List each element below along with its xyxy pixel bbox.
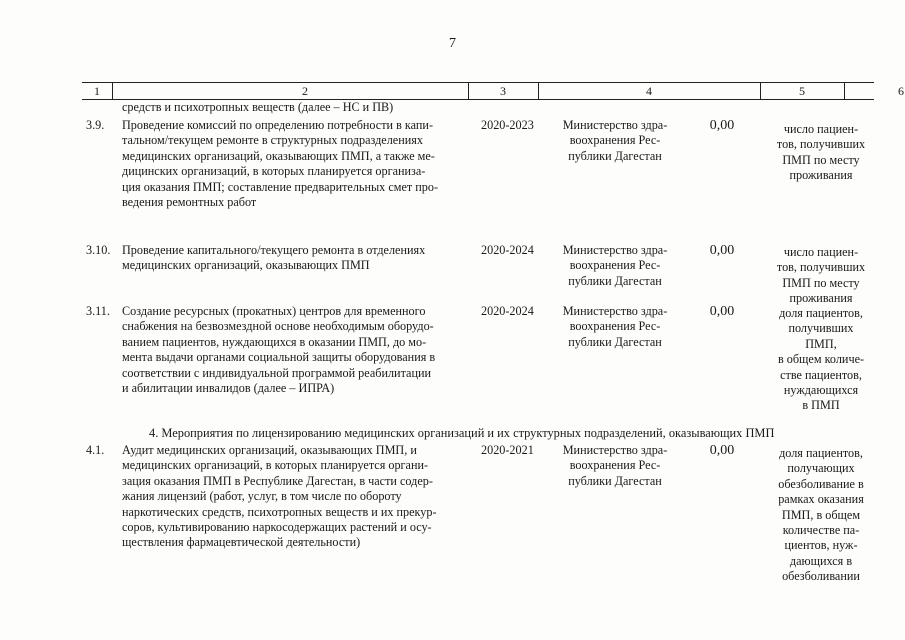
row-amount: 0,00 [709, 443, 735, 458]
row-number: 3.9. [86, 118, 105, 132]
row-period: 2020-2023 [481, 118, 534, 132]
page-number: 7 [449, 36, 456, 51]
row-indicator: доля пациентов, получающих обезболивание в рамках оказания ПМП, в общем количестве па- циентов, нуж- дающихся в обезболивании [778, 446, 864, 584]
section-title: 4. Мероприятия по лицензированию медицинских организаций и их структурных подразделений, оказывающих ПМП [149, 426, 775, 440]
row-executor: Министерство здра- воохранения Рес- публики Дагестан [562, 443, 668, 488]
row-number: 3.10. [86, 243, 111, 257]
row-amount: 0,00 [709, 118, 735, 133]
header-col-5: 5 [799, 84, 805, 98]
row-indicator: доля пациентов, получивших ПМП, в общем количе- стве пациентов, нуждающихся в ПМП [777, 306, 865, 413]
row-amount: 0,00 [709, 243, 735, 258]
row-executor: Министерство здра- воохранения Рес- публики Дагестан [562, 118, 668, 163]
continuation-text: средств и психотропных веществ (далее – НС и ПВ) [122, 100, 394, 114]
row-executor: Министерство здра- воохранения Рес- публики Дагестан [562, 304, 668, 349]
table-header-row [82, 82, 904, 100]
row-executor: Министерство здра- воохранения Рес- публики Дагестан [562, 243, 668, 288]
header-col-1: 1 [94, 84, 100, 98]
header-col-2: 2 [302, 84, 308, 98]
row-number: 3.11. [86, 304, 110, 318]
row-description: Создание ресурсных (прокатных) центров для временного снабжения на безвозмездной основе необходимым оборудо- ванием пациентов, нуждающихся в оказании ПМП, до мо- мента выдачи органами социальной защиты оборудования в соответствии с индивидуальной программой реабилитации и абилитации инвалидов (далее – ИПРА) [122, 304, 436, 396]
row-description: Аудит медицинских организаций, оказывающих ПМП, и медицинских организаций, в которых планируется органи- зация оказания ПМП в Республике Дагестан, в части содер- жания лицензий (работ, услуг, в том числе по обороту наркотических средств, психотропных веществ и их прекур- соров, культивированию наркосодержащих растений и осу- ществления фармацевтической деятельности) [122, 443, 437, 550]
row-indicator: число пациен- тов, получивших ПМП по месту проживания [776, 245, 866, 306]
row-amount: 0,00 [709, 304, 735, 319]
header-col-4: 4 [646, 84, 652, 98]
header-col-6: 6 [898, 84, 904, 98]
row-period: 2020-2024 [481, 243, 534, 257]
row-description: Проведение капитального/текущего ремонта в отделениях медицинских организаций, оказывающих ПМП [122, 243, 426, 273]
row-description: Проведение комиссий по определению потребности в капи- тальном/текущем ремонте в структурных подразделениях медицинских организаций, оказывающих ПМП, а также ме- дицинских организаций, в которых планируется организа- ция оказания ПМП; составление предварительных смет про- ведения ремонтных работ [122, 118, 438, 210]
row-indicator: число пациен- тов, получивших ПМП по месту проживания [776, 122, 866, 183]
row-period: 2020-2021 [481, 443, 534, 457]
row-period: 2020-2024 [481, 304, 534, 318]
header-col-3: 3 [500, 84, 506, 98]
row-number: 4.1. [86, 443, 105, 457]
